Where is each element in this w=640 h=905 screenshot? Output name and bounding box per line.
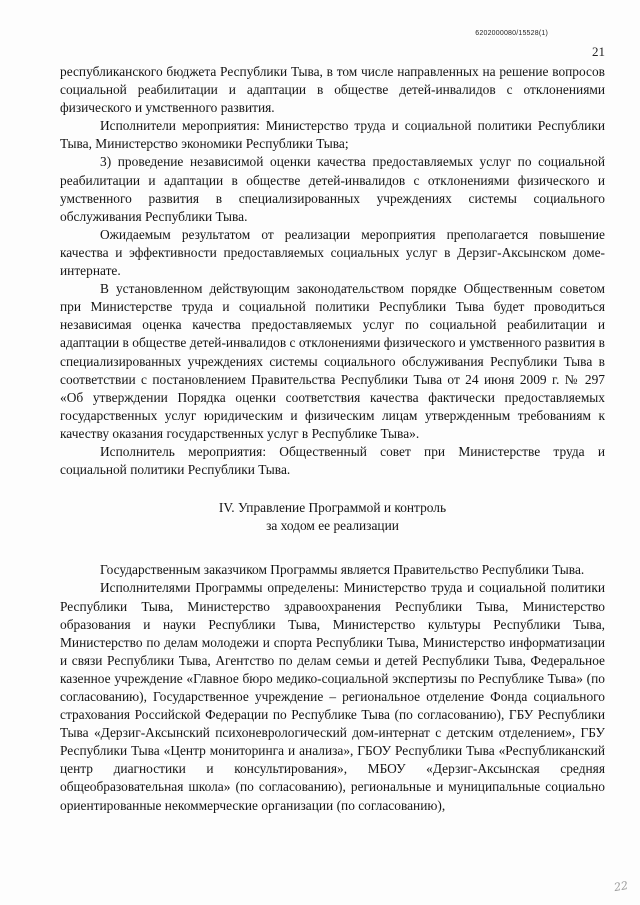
document-body: [60, 63, 605, 815]
section-heading-line: за ходом ее реализации: [266, 518, 399, 534]
paragraph: В установленном действующим законодательством порядке Общественным советом при Министерстве труда и социальной политики Республики Тыва будет проводиться независимая оценка качества предоставляемых услуг по социальной реабилитации и адаптации в обществе детей-инвалидов с отклонениями физического и умственного развития в специализированных учреждениях системы социального обслуживания Республики Тыва в соответствии с постановлением Правительства Республики Тыва от 24 июня 2009 г. № 297 «Об утверждении Порядка оценки соответствия качества фактически предоставляемых государственных услуг юридическим и физическим лицам утвержденным требованиям к качеству оказания государственных услуг в Республике Тыва».: [60, 281, 605, 441]
paragraph: Ожидаемым результатом от реализации мероприятия преполагается повышение качества и эффективности предоставляемых социальных услуг в Дерзиг-Аксынском доме-интернате.: [60, 226, 605, 279]
paragraph: 3) проведение независимой оценки качества предоставляемых услуг по социальной реабилитации и адаптации в обществе детей-инвалидов с отклонениями физического и умственного развития в специализированных учреждениях системы социального обслуживания Республики Тыва.: [60, 154, 605, 224]
handwritten-page-mark: 22: [612, 878, 630, 895]
paragraph: Исполнители мероприятия: Министерство труда и социальной политики Республики Тыва, Министерство экономики Республики Тыва;: [60, 118, 605, 152]
paragraph: Исполнитель мероприятия: Общественный совет при Министерстве труда и социальной политики Республики Тыва.: [60, 443, 605, 478]
section-heading: [60, 499, 605, 535]
paragraph: Исполнителями Программы определены: Министерство труда и социальной политики Республики Тыва, Министерство здравоохранения Республики Тыва, Министерство образования и науки Республики Тыва, Министерство культуры Республики Тыва, Министерство по делам молодежи и спорта Республики Тыва, Министерство информатизации и связи Республики Тыва, Агентство по делам семьи и детей Республики Тыва, Федеральное казенное учреждение «Главное бюро медико-социальной экспертизы по Республике Тыва» (по согласованию), Государственное учреждение – региональное отделение Фонда социального страхования Российской Федерации по Республике Тыва (по согласованию), ГБУ Республики Тыва «Дерзиг-Аксынский психоневрологический дом-интернат с детским отделением», ГБУ Республики Тыва «Центр мониторинга и анализа», ГБОУ Республики Тыва «Республиканский центр диагностики и консультирования», МБОУ «Дерзиг-Аксынская средняя общеобразовательная школа» (по согласованию), региональные и муниципальные социально ориентированные некоммерческие организации (по согласованию),: [60, 580, 605, 813]
paragraph: республиканского бюджета Республики Тыва, в том числе направленных на решение вопросов социальной реабилитации и адаптации в обществе детей-инвалидов с отклонениями физического и умственного развития.: [60, 64, 605, 116]
page-number: 21: [592, 44, 605, 59]
document-code: 6202000080/15528(1): [475, 30, 548, 37]
section-heading-line: IV. Управление Программой и контроль: [218, 500, 447, 516]
paragraph: Государственным заказчиком Программы является Правительство Республики Тыва.: [100, 562, 585, 578]
